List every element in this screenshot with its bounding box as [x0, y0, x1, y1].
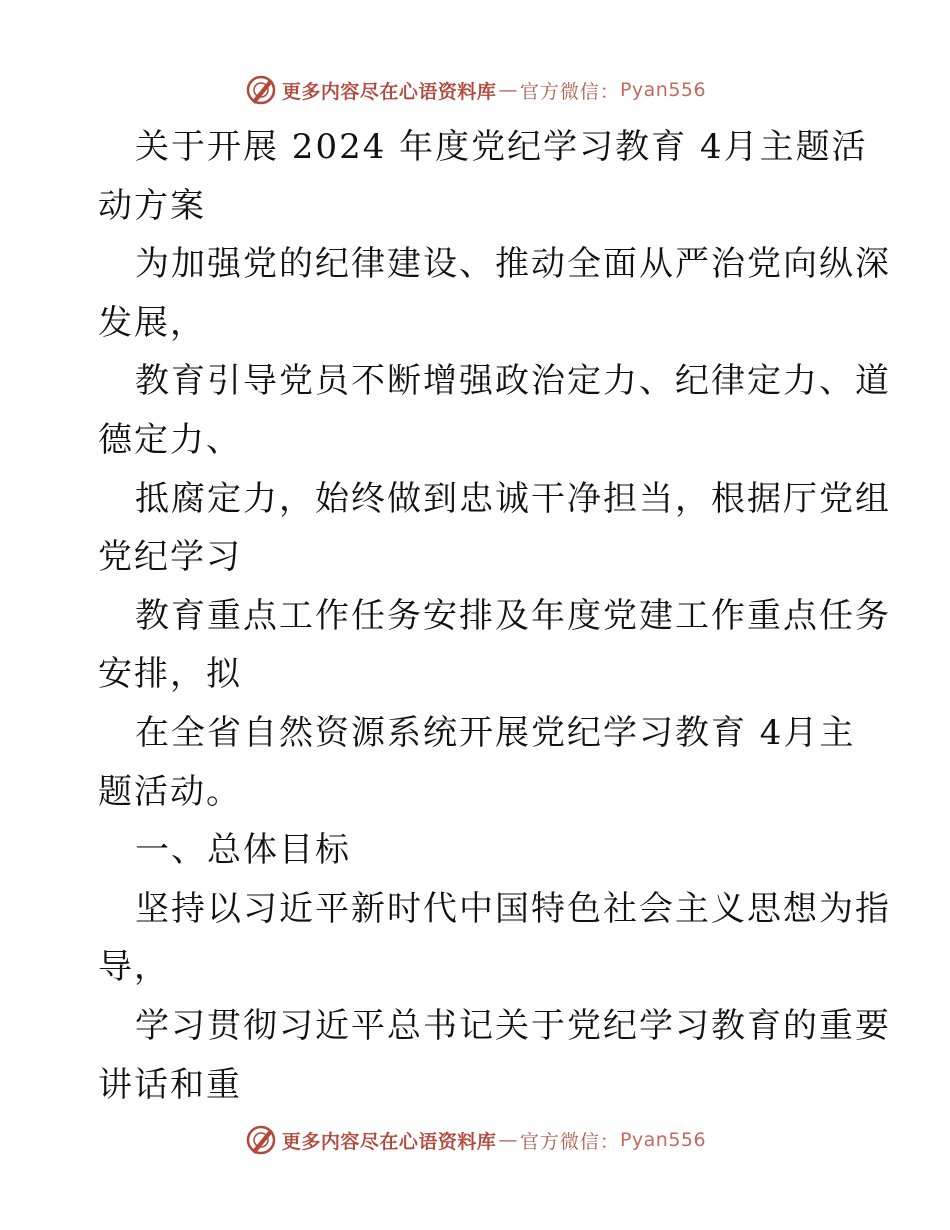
- paragraph-line: 抵腐定力，始终做到忠诚干净担当，根据厅党组: [135, 478, 891, 519]
- watermark-id: Pyan556: [619, 79, 707, 101]
- watermark-brand: 更多内容尽在心语资料库: [281, 1130, 497, 1153]
- paragraph-line: 党纪学习: [98, 537, 242, 578]
- title-line-2: 动方案: [98, 185, 206, 226]
- paragraph-line: 为加强党的纪律建设、推动全面从严治党向纵深: [135, 244, 891, 285]
- paragraph-line: 讲话和重: [98, 1064, 242, 1105]
- title-line-1: 关于开展 2024 年度党纪学习教育 4月主题活: [135, 127, 868, 167]
- section-heading: 一、总体目标: [135, 830, 351, 871]
- paragraph-line: 学习贯彻习近平总书记关于党纪学习教育的重要: [135, 1005, 891, 1046]
- watermark-dash: —: [498, 79, 518, 101]
- paragraph-line: 安排，拟: [98, 654, 242, 695]
- document-body: [98, 118, 891, 1114]
- paragraph-line: 题活动。: [98, 771, 242, 812]
- paragraph-line: 德定力、: [98, 419, 242, 460]
- watermark-dash: —: [498, 1129, 518, 1151]
- paragraph-line: 发展，: [98, 302, 206, 343]
- pen-circle-icon: [244, 73, 278, 107]
- pen-circle-icon: [244, 1123, 278, 1157]
- watermark-brand: 更多内容尽在心语资料库: [281, 80, 497, 103]
- footer-watermark: [0, 1120, 950, 1160]
- watermark-id: Pyan556: [619, 1129, 707, 1151]
- watermark-official: 官方微信：: [519, 1130, 620, 1153]
- paragraph-line: 教育重点工作任务安排及年度党建工作重点任务: [135, 595, 891, 636]
- watermark-official: 官方微信：: [519, 80, 620, 103]
- paragraph-line: 导，: [98, 947, 170, 988]
- paragraph-line: 在全省自然资源系统开展党纪学习教育 4月主: [135, 712, 856, 753]
- paragraph-line: 坚持以习近平新时代中国特色社会主义思想为指: [135, 888, 891, 929]
- paragraph-line: 教育引导党员不断增强政治定力、纪律定力、道: [135, 361, 891, 402]
- header-watermark: [0, 70, 950, 110]
